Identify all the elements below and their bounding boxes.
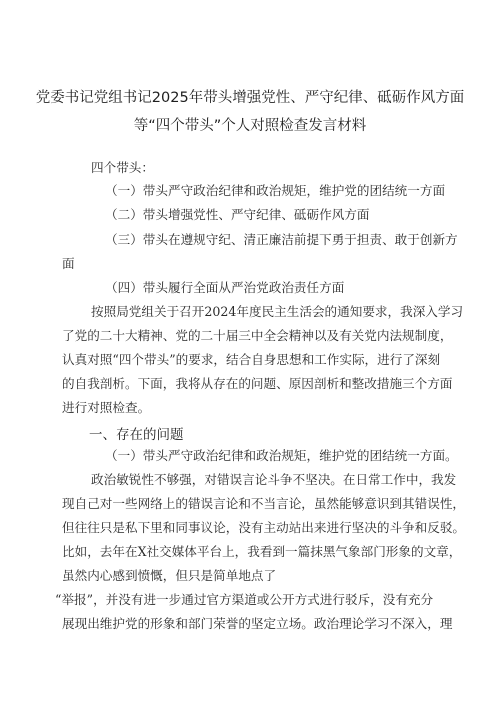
paragraph-line: 虽然内心感到愤慨，但只是简单地点了: [62, 568, 277, 583]
intro-item-3: （三）带头在遵规守纪、清正廉洁前提下勇于担责、敢于创新方: [105, 232, 458, 247]
section-heading: 一、存在的问题: [89, 427, 184, 443]
paragraph-line: 政治敏锐性不够强，对错误言论斗争不坚决。在日常工作中，我发: [91, 472, 457, 487]
paragraph-line: 进行对照检查。: [62, 400, 151, 415]
paragraph-line: 但往往只是私下里和同事议论，没有主动站出来进行坚决的斗争和反驳。: [62, 520, 465, 535]
subsection-heading: （一）带头严守政治纪律和政治规矩，维护党的团结统一方面。: [105, 448, 458, 463]
document-title-line-2: 等“四个带头”个人对照检查发言材料: [133, 118, 367, 134]
document-title-line-1: 党委书记党组书记2025年带头增强党性、严守纪律、砥砺作风方面: [35, 90, 465, 106]
paragraph-line: 认真对照“四个带头”的要求，结合自身思想和工作实际，进行了深刻: [62, 352, 441, 367]
paragraph-line: “举报”，并没有进一步通过官方渠道或公开方式进行驳斥，没有充分: [55, 592, 434, 607]
intro-item-3-continued: 面: [62, 256, 75, 271]
paragraph-line: 了党的二十大精神、党的二十届三中全会精神以及有关党内法规制度，: [62, 328, 453, 343]
intro-item-1: （一）带头严守政治纪律和政治规矩，维护党的团结统一方面: [105, 183, 446, 198]
intro-label: 四个带头：: [91, 160, 154, 175]
paragraph-line: 展现出维护党的形象和部门荣誉的坚定立场。政治理论学习不深入，理: [62, 616, 453, 631]
intro-item-4: （四）带头履行全面从严治党政治责任方面: [105, 280, 345, 295]
paragraph-line: 按照局党组关于召开2024年度民主生活会的通知要求，我深入学习: [91, 304, 464, 319]
paragraph-line: 的自我剖析。下面，我将从存在的问题、原因剖析和整改措施三个方面: [62, 376, 453, 391]
intro-item-2: （二）带头增强党性、严守纪律、砥砺作风方面: [105, 207, 370, 222]
paragraph-line: 比如，去年在X社交媒体平台上，我看到一篇抹黑气象部门形象的文章，: [62, 544, 462, 559]
paragraph-line: 现自己对一些网络上的错误言论和不当言论，虽然能够意识到其错误性，: [62, 496, 465, 511]
